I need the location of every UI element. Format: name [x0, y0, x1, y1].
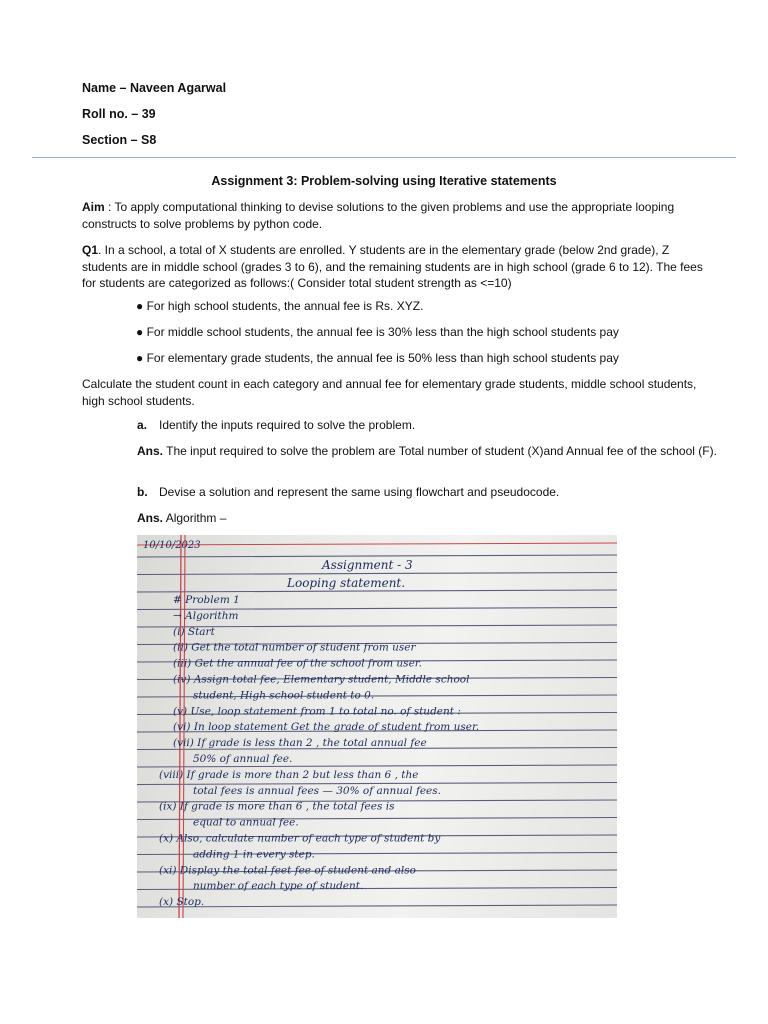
aim-paragraph: [82, 199, 712, 232]
header-divider: [32, 157, 736, 158]
handwritten-line: student, High school student to 0.: [193, 689, 375, 702]
answer-b-label: Ans.: [137, 511, 164, 525]
roll-number: Roll no. – 39: [82, 107, 156, 121]
handwritten-line: (vii) If grade is less than 2 , the total annual fee: [173, 737, 427, 750]
answer-a-text: The input required to solve the problem are Total number of student (X)and Annual fee of the school (F).: [163, 444, 717, 458]
handwritten-line: (i) Start: [173, 625, 215, 638]
top-margin-line: [137, 543, 617, 545]
bullet-middle-school: ● For middle school students, the annual fee is 30% less than the high school students pay: [136, 325, 619, 339]
handwritten-line: (iii) Get the annual fee of the school from user.: [173, 657, 422, 670]
calculate-paragraph: Calculate the student count in each category and annual fee for elementary grade students, middle school students, high school students.: [82, 377, 697, 408]
student-name: Name – Naveen Agarwal: [82, 81, 227, 95]
handwritten-line: total fees is annual fees — 30% of annual fees.: [193, 784, 441, 797]
handwritten-line: (xi) Display the total feet fee of student and also: [159, 864, 416, 877]
question-1: [82, 242, 712, 292]
handwritten-line: → Algorithm: [173, 609, 239, 622]
answer-b-text: Algorithm –: [163, 511, 227, 525]
answer-a: [137, 443, 717, 460]
handwritten-notebook-image: [137, 535, 617, 918]
handwritten-line: (ix) If grade is more than 6 , the total fees is: [159, 800, 395, 813]
item-a-label: a.: [137, 418, 148, 432]
ruled-line: [137, 555, 617, 557]
bullet-elementary: ● For elementary grade students, the annual fee is 50% less than high school students pay: [136, 351, 619, 365]
aim-text: : To apply computational thinking to devise solutions to the given problems and use the appropriate looping constructs to solve problems by python code.: [82, 200, 675, 231]
assignment-title: Assignment 3: Problem-solving using Iterative statements: [211, 174, 557, 188]
handwritten-date: 10/10/2023: [143, 540, 201, 551]
item-b-text: Devise a solution and represent the same using flowchart and pseudocode.: [159, 485, 560, 499]
aim-label: Aim: [82, 200, 105, 214]
bullet-high-school: ● For high school students, the annual fee is Rs. XYZ.: [136, 299, 424, 313]
notebook-svg: [137, 535, 617, 918]
handwritten-line: (v) Use, loop statement from 1 to total no. of student :: [173, 705, 461, 718]
handwritten-line: (x) Stop.: [159, 896, 205, 909]
item-a: [137, 418, 415, 432]
item-b: [137, 485, 559, 499]
handwritten-line: (x) Also, calculate number of each type of student by: [159, 832, 441, 845]
handwritten-line: 50% of annual fee.: [193, 753, 293, 765]
q1-label: Q1: [82, 243, 99, 257]
ruled-line: [137, 765, 617, 767]
handwritten-line: number of each type of student.: [193, 880, 364, 893]
handwritten-heading: Assignment - 3: [322, 558, 413, 572]
section: Section – S8: [82, 133, 157, 147]
answer-b: [137, 511, 226, 525]
q1-text: . In a school, a total of X students are enrolled. Y students are in the elementary grade (below 2nd grade), Z students are in middle school (grades 3 to 6), and the remaining students are in high school (grade 6 to 12). The fees for students are categorized as follows:( Consider total student strength as <=10): [82, 243, 703, 290]
handwritten-line: # Problem 1: [173, 594, 240, 606]
handwritten-line: adding 1 in every step.: [193, 848, 315, 861]
ruled-line: [137, 573, 617, 575]
handwritten-line: (ii) Get the total number of student from user: [173, 641, 416, 654]
handwritten-line: (iv) Assign total fee, Elementary student, Middle school: [173, 673, 470, 686]
answer-a-label: Ans.: [137, 444, 164, 458]
handwritten-line: (viii) If grade is more than 2 but less than 6 , the: [159, 768, 419, 781]
handwritten-subheading: Looping statement.: [287, 576, 406, 590]
handwritten-line: equal to annual fee.: [193, 816, 299, 829]
item-a-text: Identify the inputs required to solve the problem.: [159, 418, 416, 432]
ruled-line: [137, 905, 617, 907]
item-b-label: b.: [137, 485, 148, 499]
handwritten-line: (vi) In loop statement Get the grade of student from user.: [173, 721, 480, 734]
ruled-line: [137, 590, 617, 592]
